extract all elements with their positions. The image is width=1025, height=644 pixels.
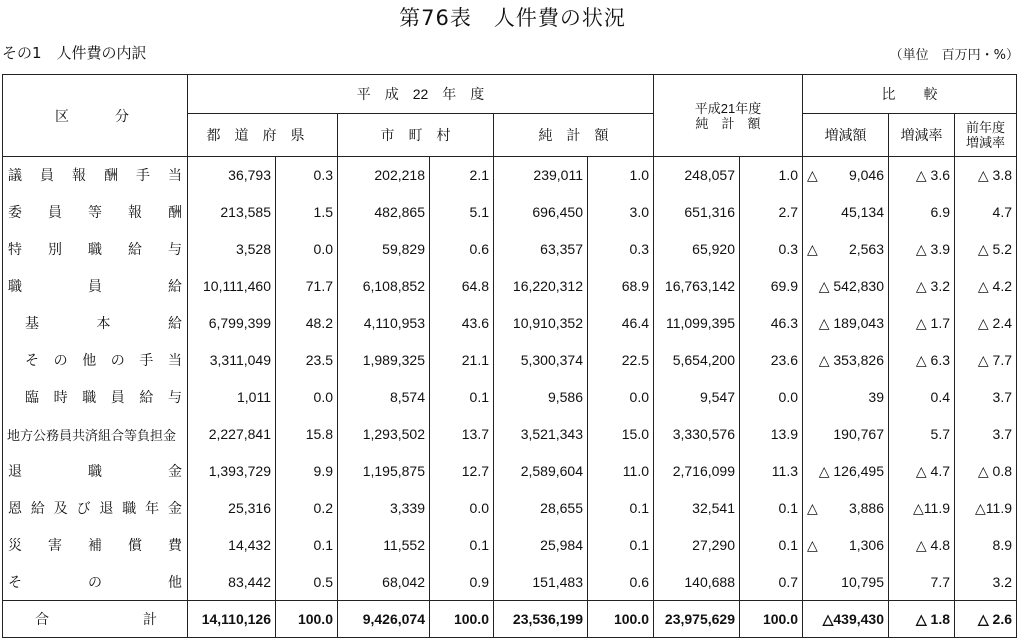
cell-rate: △ 4.7 <box>889 453 955 490</box>
cell-prev: 8.9 <box>955 527 1017 564</box>
header-prev-rate-line2: 増減率 <box>965 135 1005 150</box>
cell-change-amount <box>803 453 889 490</box>
cell-net: 23,536,199 <box>494 601 588 638</box>
header-change-amount: 増減額 <box>803 114 889 157</box>
cell-muni: 482,865 <box>338 194 430 231</box>
cell-change-amount <box>803 527 889 564</box>
cell-pref: 25,316 <box>188 490 276 527</box>
cell-change-amount <box>803 601 889 638</box>
change-sign: △ <box>807 240 818 257</box>
cell-change-amount <box>803 416 889 453</box>
cell-net: 2,589,604 <box>494 453 588 490</box>
cell-muni: 8,574 <box>338 379 430 416</box>
cell-muni-pct: 21.1 <box>430 342 494 379</box>
change-sign: △ <box>807 536 818 553</box>
cell-prev: △ 7.7 <box>955 342 1017 379</box>
cell-change-amount <box>803 231 889 268</box>
header-municipalities: 市 町 村 <box>338 114 494 157</box>
cell-muni-pct: 0.1 <box>430 527 494 564</box>
total-row <box>3 601 1017 638</box>
cell-net-pct: 0.6 <box>588 564 654 601</box>
row-label: 災害補償費 <box>3 527 188 564</box>
cell-net-pct: 0.3 <box>588 231 654 268</box>
cell-prev: 3.2 <box>955 564 1017 601</box>
cell-net: 28,655 <box>494 490 588 527</box>
table-row <box>3 157 1017 194</box>
row-label: 基本給 <box>3 305 188 342</box>
change-value: △ 126,495 <box>818 462 884 479</box>
cell-net: 16,220,312 <box>494 268 588 305</box>
cell-prev: △11.9 <box>955 490 1017 527</box>
cell-muni: 1,195,875 <box>338 453 430 490</box>
header-fy21-line1: 平成21年度 <box>694 100 762 116</box>
header-prev-rate-line1: 前年度 <box>965 120 1005 135</box>
cell-pref-pct: 0.0 <box>276 231 338 268</box>
cell-fy21: 32,541 <box>654 490 740 527</box>
cell-pref: 14,432 <box>188 527 276 564</box>
cell-fy21: 23,975,629 <box>654 601 740 638</box>
change-value: 190,767 <box>833 426 884 442</box>
cell-pref: 10,111,460 <box>188 268 276 305</box>
cell-fy21-pct: 0.0 <box>740 379 803 416</box>
cell-net: 3,521,343 <box>494 416 588 453</box>
cell-change-amount <box>803 157 889 194</box>
header-fy21-line2: 純 計 額 <box>695 115 761 131</box>
change-sign: △ <box>807 499 818 516</box>
cell-fy21: 3,330,576 <box>654 416 740 453</box>
cell-fy21-pct: 0.3 <box>740 231 803 268</box>
table-row <box>3 231 1017 268</box>
cell-fy21-pct: 0.7 <box>740 564 803 601</box>
cell-fy21: 5,654,200 <box>654 342 740 379</box>
row-label: 職員給 <box>3 268 188 305</box>
cell-muni: 1,293,502 <box>338 416 430 453</box>
cell-fy21: 651,316 <box>654 194 740 231</box>
row-label: その他の手当 <box>3 342 188 379</box>
change-value: △ 189,043 <box>818 314 884 331</box>
table-row <box>3 379 1017 416</box>
cell-muni-pct: 43.6 <box>430 305 494 342</box>
cell-prev: 4.7 <box>955 194 1017 231</box>
cell-muni-pct: 2.1 <box>430 157 494 194</box>
cell-pref: 36,793 <box>188 157 276 194</box>
cell-prev: 3.7 <box>955 379 1017 416</box>
cell-muni-pct: 13.7 <box>430 416 494 453</box>
change-value: △ 353,826 <box>818 351 884 368</box>
cell-net-pct: 68.9 <box>588 268 654 305</box>
cell-pref: 3,311,049 <box>188 342 276 379</box>
cell-muni: 6,108,852 <box>338 268 430 305</box>
cell-muni: 59,829 <box>338 231 430 268</box>
cell-rate: △ 3.6 <box>889 157 955 194</box>
cell-pref: 14,110,126 <box>188 601 276 638</box>
unit-note: （単位 百万円・%） <box>889 48 1019 63</box>
table-row <box>3 342 1017 379</box>
cell-fy21: 11,099,395 <box>654 305 740 342</box>
cell-net: 239,011 <box>494 157 588 194</box>
cell-muni: 11,552 <box>338 527 430 564</box>
cell-fy21-pct: 23.6 <box>740 342 803 379</box>
cell-fy21-pct: 100.0 <box>740 601 803 638</box>
row-label: 退職金 <box>3 453 188 490</box>
row-label: 特別職給与 <box>3 231 188 268</box>
cell-prev: △ 4.2 <box>955 268 1017 305</box>
cell-pref: 83,442 <box>188 564 276 601</box>
cell-muni-pct: 0.1 <box>430 379 494 416</box>
cell-prev: △ 2.6 <box>955 601 1017 638</box>
cell-net-pct: 22.5 <box>588 342 654 379</box>
cell-pref-pct: 0.2 <box>276 490 338 527</box>
cell-net: 25,984 <box>494 527 588 564</box>
cell-pref: 1,011 <box>188 379 276 416</box>
row-label: 恩給及び退職年金 <box>3 490 188 527</box>
cell-net-pct: 0.1 <box>588 490 654 527</box>
cell-fy21: 248,057 <box>654 157 740 194</box>
cell-net-pct: 0.0 <box>588 379 654 416</box>
cell-change-amount <box>803 379 889 416</box>
cell-change-amount <box>803 490 889 527</box>
cell-change-amount <box>803 268 889 305</box>
header-fy21 <box>654 75 803 157</box>
cell-fy21-pct: 13.9 <box>740 416 803 453</box>
table-row <box>3 194 1017 231</box>
cell-muni: 1,989,325 <box>338 342 430 379</box>
cell-net-pct: 100.0 <box>588 601 654 638</box>
cell-fy21-pct: 0.1 <box>740 527 803 564</box>
cell-muni: 68,042 <box>338 564 430 601</box>
change-value: 45,134 <box>841 204 884 220</box>
cell-muni-pct: 64.8 <box>430 268 494 305</box>
cell-net-pct: 0.1 <box>588 527 654 564</box>
cell-rate: △ 1.8 <box>889 601 955 638</box>
cell-fy21: 16,763,142 <box>654 268 740 305</box>
change-sign: △ <box>807 166 818 183</box>
row-label: 委員等報酬 <box>3 194 188 231</box>
cell-net-pct: 15.0 <box>588 416 654 453</box>
change-value: △ 542,830 <box>818 277 884 294</box>
cell-net-pct: 46.4 <box>588 305 654 342</box>
cell-pref: 6,799,399 <box>188 305 276 342</box>
cell-net: 9,586 <box>494 379 588 416</box>
cell-muni: 4,110,953 <box>338 305 430 342</box>
cell-pref: 2,227,841 <box>188 416 276 453</box>
cell-pref-pct: 100.0 <box>276 601 338 638</box>
change-value: 10,795 <box>841 573 884 590</box>
cell-pref-pct: 71.7 <box>276 268 338 305</box>
cell-muni-pct: 12.7 <box>430 453 494 490</box>
cell-pref-pct: 0.0 <box>276 379 338 416</box>
cell-muni-pct: 0.9 <box>430 564 494 601</box>
cell-prev: △ 5.2 <box>955 231 1017 268</box>
cell-change-amount <box>803 342 889 379</box>
row-label: 合計 <box>3 601 188 638</box>
change-value: △439,430 <box>822 610 884 627</box>
change-value: 9,046 <box>848 166 884 183</box>
cell-muni-pct: 0.6 <box>430 231 494 268</box>
cell-net: 151,483 <box>494 564 588 601</box>
row-label: 地方公務員共済組合等負担金 <box>3 416 188 453</box>
cell-net: 5,300,374 <box>494 342 588 379</box>
cell-rate: 0.4 <box>889 379 955 416</box>
cell-rate: 7.7 <box>889 564 955 601</box>
cell-net: 10,910,352 <box>494 305 588 342</box>
cell-rate: △ 3.9 <box>889 231 955 268</box>
cell-net-pct: 3.0 <box>588 194 654 231</box>
change-value: 1,306 <box>848 536 884 553</box>
cell-fy21: 140,688 <box>654 564 740 601</box>
cell-pref: 1,393,729 <box>188 453 276 490</box>
cell-pref-pct: 0.5 <box>276 564 338 601</box>
table-row <box>3 416 1017 453</box>
cell-pref-pct: 9.9 <box>276 453 338 490</box>
header-prev-rate <box>955 114 1017 157</box>
table-subtitle: その1 人件費の内訳 <box>2 44 147 62</box>
cell-muni-pct: 0.0 <box>430 490 494 527</box>
cell-muni-pct: 100.0 <box>430 601 494 638</box>
row-label: 議員報酬手当 <box>3 157 188 194</box>
cell-rate: 6.9 <box>889 194 955 231</box>
cell-pref-pct: 23.5 <box>276 342 338 379</box>
table-row <box>3 453 1017 490</box>
cell-fy21-pct: 2.7 <box>740 194 803 231</box>
cell-change-amount <box>803 564 889 601</box>
cell-rate: △11.9 <box>889 490 955 527</box>
cell-prev: △ 0.8 <box>955 453 1017 490</box>
cell-fy21: 65,920 <box>654 231 740 268</box>
cell-fy21-pct: 0.1 <box>740 490 803 527</box>
change-value: 3,886 <box>848 499 884 516</box>
header-fy22: 平 成 22 年 度 <box>188 75 654 114</box>
change-value: 2,563 <box>848 240 884 257</box>
cell-fy21: 27,290 <box>654 527 740 564</box>
cell-pref: 213,585 <box>188 194 276 231</box>
cell-fy21: 2,716,099 <box>654 453 740 490</box>
cell-change-amount <box>803 194 889 231</box>
table-body <box>3 157 1017 638</box>
cell-pref-pct: 1.5 <box>276 194 338 231</box>
table-row <box>3 490 1017 527</box>
header-prefectures: 都道府県 <box>188 114 338 157</box>
cell-net-pct: 11.0 <box>588 453 654 490</box>
table-row <box>3 564 1017 601</box>
cell-muni: 3,339 <box>338 490 430 527</box>
cell-net: 63,357 <box>494 231 588 268</box>
cell-net-pct: 1.0 <box>588 157 654 194</box>
cell-prev: △ 2.4 <box>955 305 1017 342</box>
cell-prev: 3.7 <box>955 416 1017 453</box>
cell-pref: 3,528 <box>188 231 276 268</box>
cell-prev: △ 3.8 <box>955 157 1017 194</box>
cell-rate: △ 6.3 <box>889 342 955 379</box>
cell-fy21: 9,547 <box>654 379 740 416</box>
cell-fy21-pct: 69.9 <box>740 268 803 305</box>
cell-muni: 9,426,074 <box>338 601 430 638</box>
cell-fy21-pct: 11.3 <box>740 453 803 490</box>
cell-muni-pct: 5.1 <box>430 194 494 231</box>
header-net-total: 純 計 額 <box>494 114 654 157</box>
cell-fy21-pct: 46.3 <box>740 305 803 342</box>
cell-fy21-pct: 1.0 <box>740 157 803 194</box>
table-row <box>3 305 1017 342</box>
cell-rate: △ 3.2 <box>889 268 955 305</box>
table-row <box>3 268 1017 305</box>
table-row <box>3 527 1017 564</box>
personnel-cost-table <box>2 74 1017 638</box>
cell-rate: △ 4.8 <box>889 527 955 564</box>
header-category: 区 分 <box>3 75 188 157</box>
header-comparison: 比 較 <box>803 75 1017 114</box>
page-title: 第76表 人件費の状況 <box>399 6 626 30</box>
cell-pref-pct: 15.8 <box>276 416 338 453</box>
cell-rate: 5.7 <box>889 416 955 453</box>
row-label: その他 <box>3 564 188 601</box>
cell-change-amount <box>803 305 889 342</box>
cell-pref-pct: 0.3 <box>276 157 338 194</box>
row-label: 臨時職員給与 <box>3 379 188 416</box>
cell-pref-pct: 0.1 <box>276 527 338 564</box>
cell-muni: 202,218 <box>338 157 430 194</box>
cell-net: 696,450 <box>494 194 588 231</box>
change-value: 39 <box>868 389 884 405</box>
header-change-rate: 増減率 <box>889 114 955 157</box>
cell-pref-pct: 48.2 <box>276 305 338 342</box>
cell-rate: △ 1.7 <box>889 305 955 342</box>
